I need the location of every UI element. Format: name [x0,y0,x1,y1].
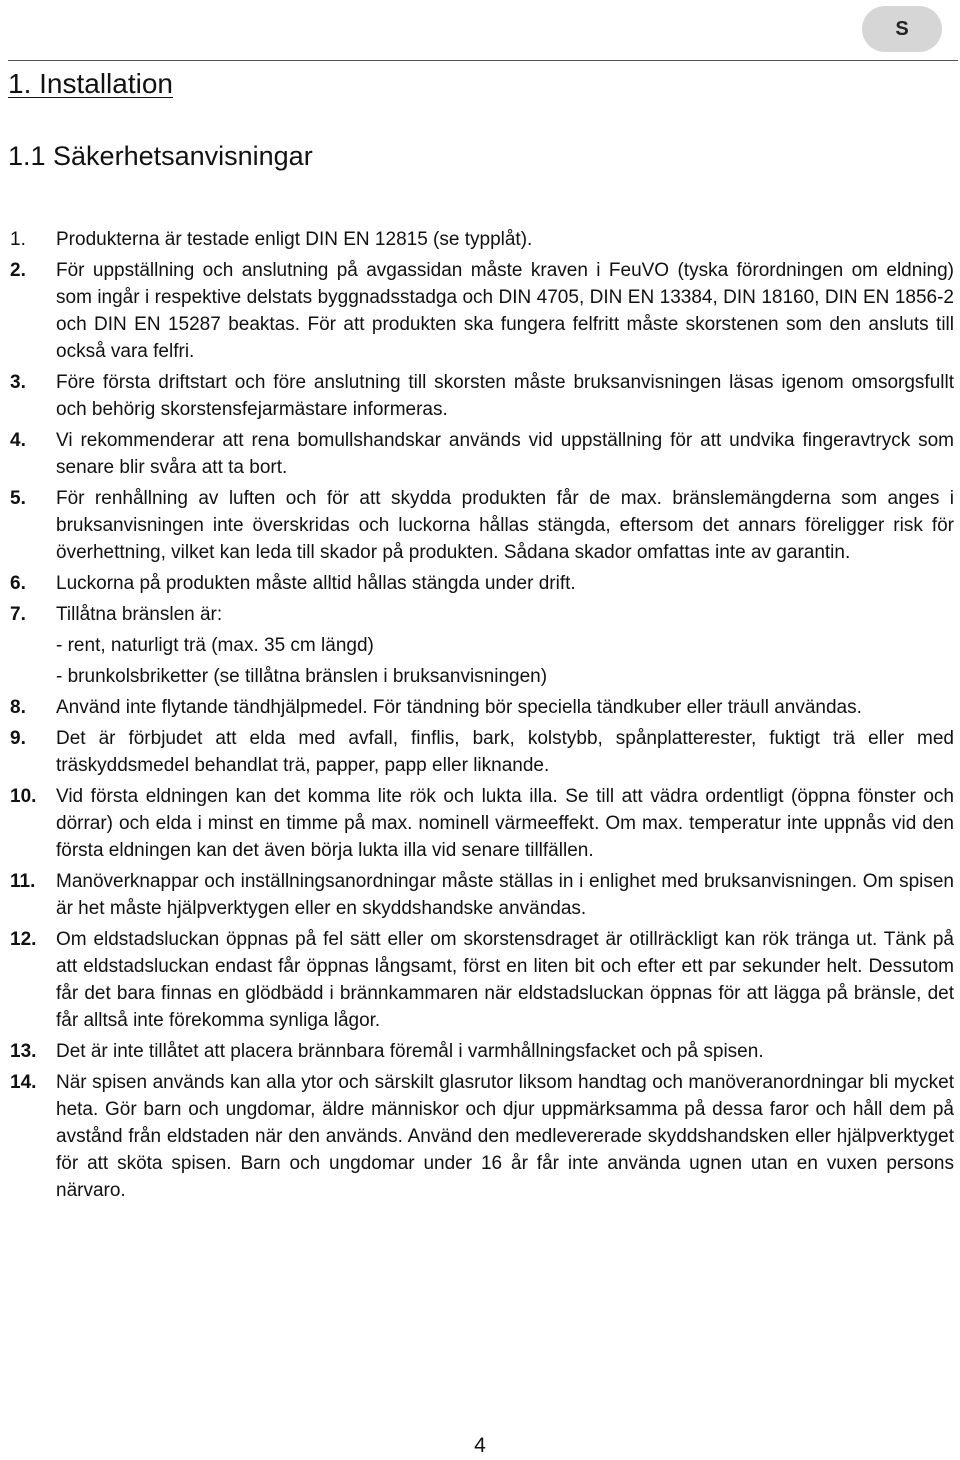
language-badge: S [862,6,942,52]
list-item [10,427,954,481]
list-item [10,257,954,365]
item-text: Produkterna är testade enligt DIN EN 12815 (se typplåt). [56,229,533,250]
list-item [10,694,954,721]
item-text: Manöverknappar och inställningsanordningar måste ställas in i enlighet med bruksanvisningen. Om spisen är het måste hjälpverktygen eller en skyddshandske användas. [56,871,954,919]
item-number: 7. [10,604,26,625]
item-number: 10. [10,786,37,807]
item-text: Det är inte tillåtet att placera brännbara föremål i varmhållningsfacket och på spisen. [56,1041,764,1062]
safety-instructions-list [10,226,954,1208]
page-number: 4 [474,1434,486,1457]
item-text: Före första driftstart och före anslutning till skorsten måste bruksanvisningen läsas igenom omsorgsfullt och behörig skorstensfejarmästare informeras. [56,372,954,420]
header-rule [8,60,958,61]
item-text: För uppställning och anslutning på avgassidan måste kraven i FeuVO (tyska förordningen om eldning) som ingår i respektive delstats byggnadsstadga och DIN 4705, DIN EN 13384, DIN 18160, DIN EN 1856-2 och DIN EN 15287 beaktas. För att produkten ska fungera felfritt måste skorstenen som den ansluts till också vara felfri. [56,260,954,362]
item-number: 13. [10,1041,37,1062]
list-item [10,226,954,253]
list-item [10,485,954,566]
item-text: För renhållning av luften och för att skydda produkten får de max. bränslemängderna som anges i bruksanvisningen inte överskridas och luckorna hållas stängda, eftersom det annars föreligger risk för överhettning, vilket kan leda till skador på produkten. Sådana skador omfattas inte av garantin. [56,488,954,563]
list-item [10,926,954,1034]
list-item [10,783,954,864]
item-number: 12. [10,929,37,950]
item-text: Tillåtna bränslen är: [56,604,223,625]
fuel-option: - rent, naturligt trä (max. 35 cm längd) [56,635,374,656]
list-item [10,570,954,597]
item-text: När spisen används kan alla ytor och särskilt glasrutor liksom handtag och manöveranordningar bli mycket heta. Gör barn och ungdomar, äldre människor och djur uppmärksamma på dessa faror och håll dem på avstånd från eldstaden när den används. Använd den medlevererade skyddshandsken eller hjälpverktyget för att sköta spisen. Barn och ungdomar under 16 år får inte använda ugnen utan en vuxen persons närvaro. [56,1072,954,1201]
item-text: Vid första eldningen kan det komma lite rök och lukta illa. Se till att vädra ordentligt (öppna fönster och dörrar) och elda i minst en timme på max. nominell värmeeffekt. Om max. temperatur inte uppnås vid den första eldningen kan det även börja lukta illa vid senare tillfällen. [56,786,954,861]
section-title: 1. Installation [8,68,173,99]
item-text: Det är förbjudet att elda med avfall, finflis, bark, kolstybb, spånplatterester, fuktigt trä eller med träskyddsmedel behandlat trä, papper, papp eller liknande. [56,728,954,776]
item-number: 6. [10,573,26,594]
item-number: 5. [10,488,26,509]
item-number: 2. [10,260,26,281]
fuel-option: - brunkolsbriketter (se tillåtna bränslen i bruksanvisningen) [56,666,548,687]
list-item [10,1069,954,1204]
subsection-title: 1.1 Säkerhetsanvisningar [8,141,313,171]
list-item [10,369,954,423]
list-item [10,725,954,779]
item-number: 9. [10,728,26,749]
item-number: 14. [10,1072,37,1093]
list-item [10,601,954,690]
item-text: Vi rekommenderar att rena bomullshandskar används vid uppställning för att undvika fingeravtryck som senare blir svåra att ta bort. [56,430,954,478]
item-number: 3. [10,372,26,393]
item-number: 4. [10,430,26,451]
list-item [10,868,954,922]
item-text: Luckorna på produkten måste alltid hållas stängda under drift. [56,573,576,594]
item-number: 1. [10,229,26,250]
item-text-group [56,601,954,690]
item-number: 11. [10,871,36,892]
item-text: Om eldstadsluckan öppnas på fel sätt eller om skorstensdraget är otillräckligt kan rök tränga ut. Tänk på att eldstadsluckan endast får öppnas långsamt, först en liten bit och efter ett par sekunder helt. Dessutom får det bara finnas en glödbädd i brännkammaren när eldstadsluckan öppnas för att lägga på bränsle, det får alltså inte förekomma synliga lågor. [56,929,954,1031]
item-number: 8. [10,697,26,718]
item-text: Använd inte flytande tändhjälpmedel. För tändning bör speciella tändkuber eller träull användas. [56,697,862,718]
list-item [10,1038,954,1065]
